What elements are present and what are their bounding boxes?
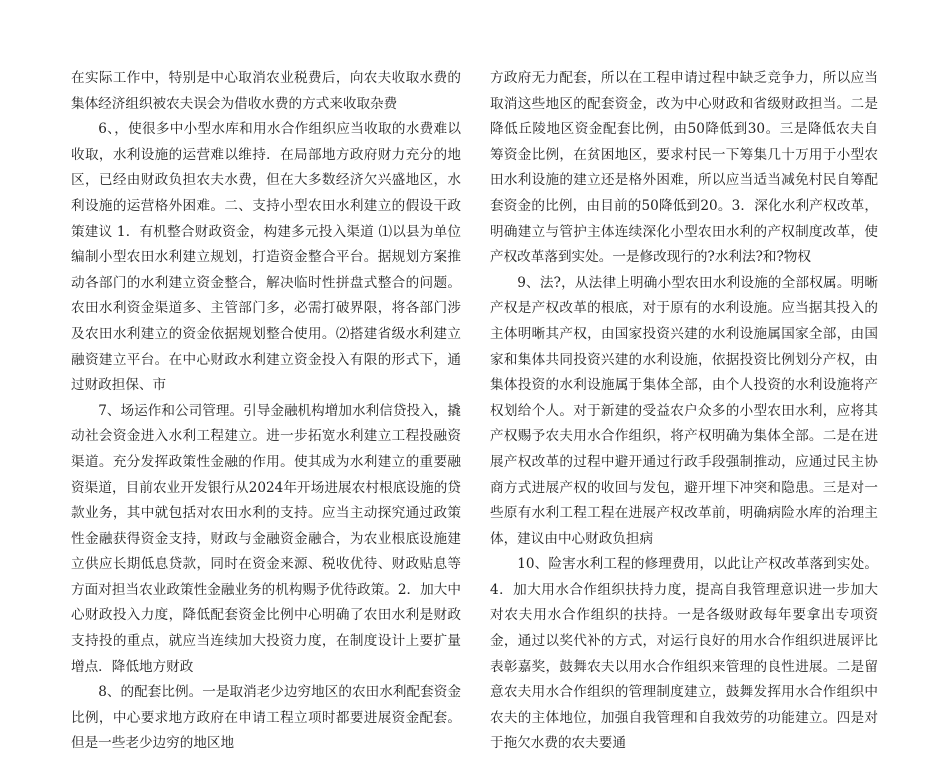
paragraph: 10、险害水利工程的修理费用，以此让产权改革落到实处。4．加大用水合作组织扶持力度，提高自我管理意识进一步加大对农夫用水合作组织的扶持。一是各级财政每年要拿出专项资金，通过以奖代补的方式，对运行良好的用水合作组织进展评比表彰嘉奖，鼓舞农夫以用水合作组织来管理的良性进展。二是留意农夫用水合作组织的管理制度建立，鼓舞发挥用水合作组织中农夫的主体地位，加强自我管理和自我效劳的功能建立。四是对于拖欠水费的农夫要通 [490, 556, 878, 752]
paragraph: 方政府无力配套，所以在工程申请过程中缺乏竞争力，所以应当取消这些地区的配套资金，改为中心财政和省级财政担当。二是降低丘陵地区资金配套比例，由50降低到30。三是降低农夫自筹资金比例，在贫困地区，要求村民一下筹集几十万用于小型农田水利设施的建立还是格外困难，所以应当适当减免村民自筹配套资金的比例，由目前的50降低到20。3．深化水利产权改革，明确建立与管护主体连续深化小型农田水利的产权制度改革，使产权改革落到实处。一是修改现行的?水利法?和?物权 [490, 70, 878, 266]
paragraph: 6、，使很多中小型水库和用水合作组织应当收取的水费难以收取，水利设施的运营难以维持．在局部地方政府财力充分的地区，已经由财政负担农夫水费，但在大多数经济欠兴盛地区，水利设施的运营格外困难。二、支持小型农田水利建立的假设干政策建议 1．有机整合财政资金，构建多元投入渠道 ⑴以县为单位编制小型农田水利建立规划，打造资金整合平台。据规划方案推动各部门的水利建立资金整合，解决临时性拼盘式整合的问题。农田水利资金渠道多、主管部门多，必需打破界限，将各部门涉及农田水利建立的资金依据规划整合使用。⑵搭建省级水利建立融资建立平台。在中心财政水利建立资金投入有限的形式下，通过财政担保、市 [71, 121, 461, 394]
paragraph: 7、场运作和公司管理。引导金融机构增加水利信贷投入，撬动社会资金进入水利工程建立。进一步拓宽水利建立工程投融资渠道。充分发挥政策性金融的作用。使其成为水利建立的重要融资渠道，目前农业开发银行从2024年开场进展农村根底设施的贷款业务，其中就包括对农田水利的支持。应当主动探究通过政策性金融获得资金支持，财政与金融资金融合，为农业根底设施建立供应长期低息贷款，同时在资金来源、税收优待、财政贴息等方面对担当农业政策性金融业务的机构赐予优待政策。2．加大中心财政投入力度，降低配套资金比例中心明确了农田水利是财政支持投的重点，就应当连续加大投资力度，在制度设计上要扩量增点．降低地方财政 [71, 402, 461, 675]
left-text-column [71, 66, 461, 757]
paragraph: 9、法?，从法律上明确小型农田水利设施的全部权属。明晰产权是产权改革的根底，对于原有的水利设施。应当据其投入的主体明晰其产权，由国家投资兴建的水利设施属国家全部，由国家和集体共同投资兴建的水利设施，依据投资比例划分产权，由集体投资的水利设施属于集体全部，由个人投资的水利设施将产权划给个人。对于新建的受益农户众多的小型农田水利，应将其产权赐予农夫用水合作组织，将产权明确为集体全部。二是在进展产权改革的过程中避开通过行政手段强制推动，应通过民主协商方式进展产权的收回与发包，避开埋下冲突和隐患。三是对一些原有水利工程工程在进展产权改革前，明确病险水库的治理主体，建议由中心财政负担病 [490, 274, 878, 547]
paragraph: 8、的配套比例。一是取消老少边穷地区的农田水利配套资金比例，中心要求地方政府在申请工程立项时都要进展资金配套。但是一些老少边穷的地区地 [71, 684, 461, 752]
right-text-column [490, 66, 878, 757]
paragraph: 在实际工作中，特别是中心取消农业税费后，向农夫收取水费的集体经济组织被农夫误会为借收水费的方式来收取杂费 [71, 70, 461, 112]
